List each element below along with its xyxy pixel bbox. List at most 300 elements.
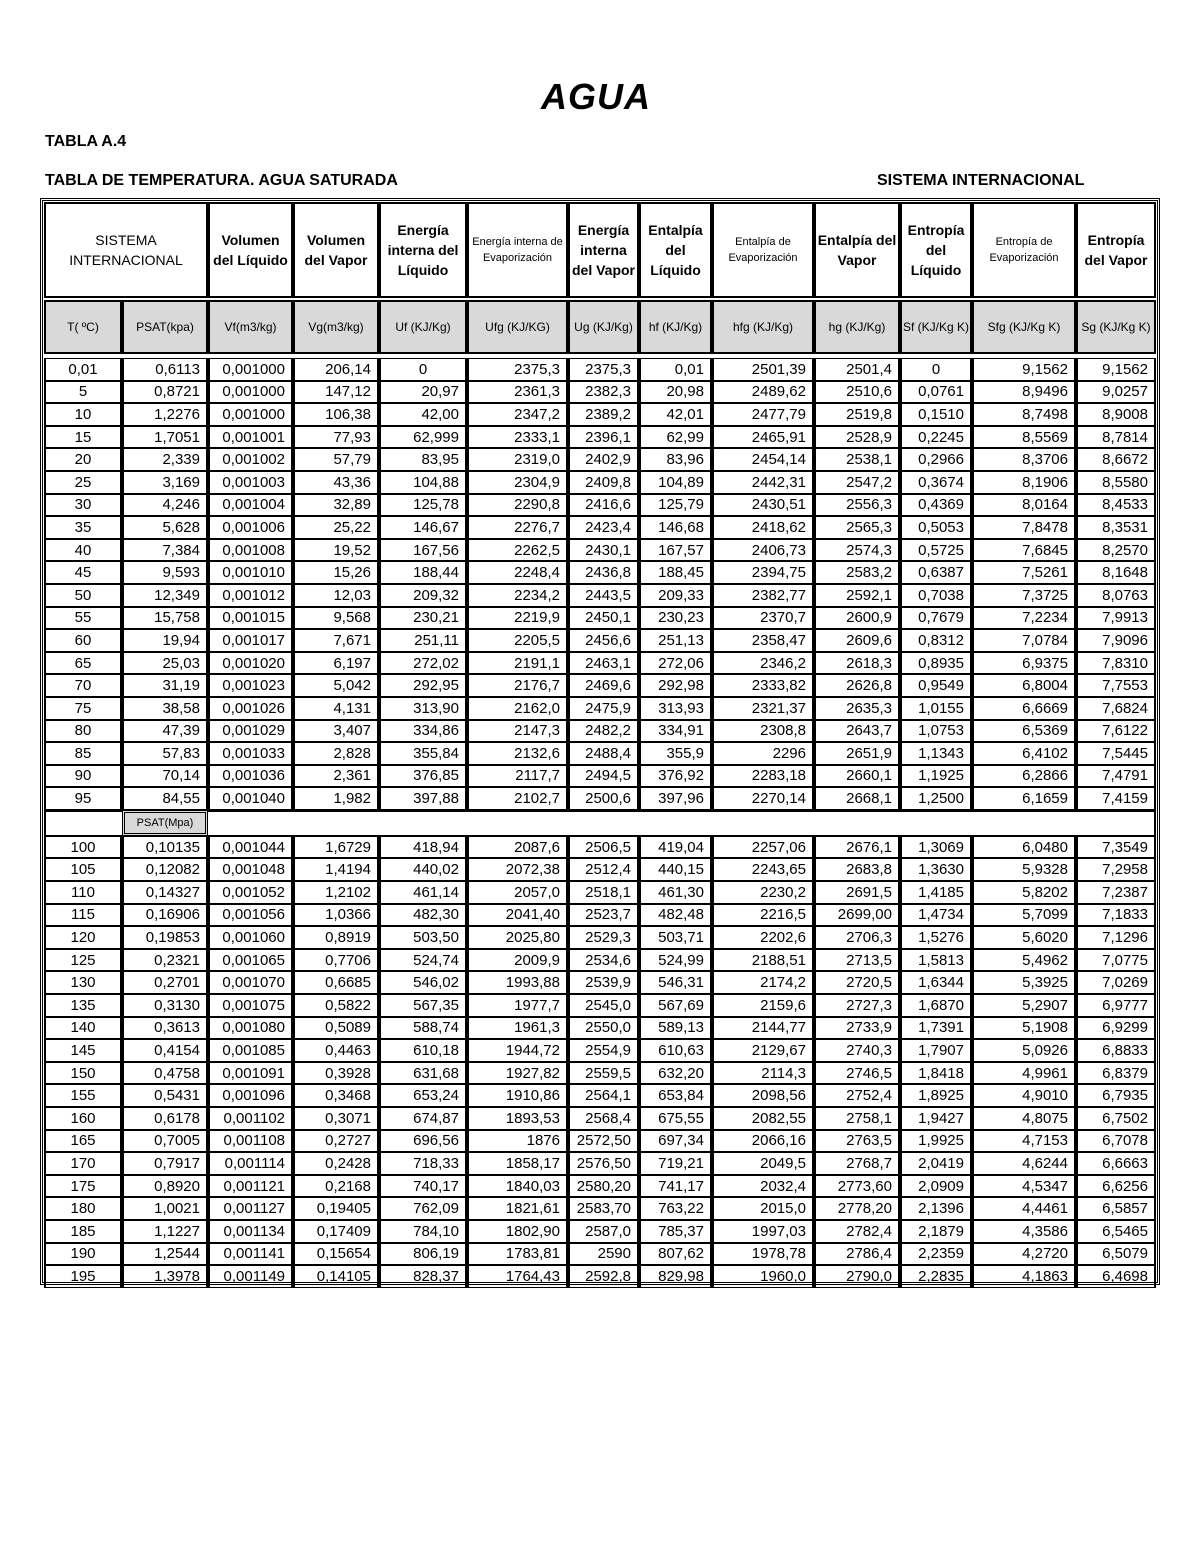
table-cell: 0,3613 bbox=[122, 1017, 208, 1040]
table-cell: 0,001134 bbox=[208, 1220, 293, 1243]
table-cell: 2009,9 bbox=[467, 949, 568, 972]
table-cell: 32,89 bbox=[293, 494, 379, 517]
table-cell: 2501,39 bbox=[712, 358, 814, 381]
table-cell: 146,67 bbox=[379, 516, 467, 539]
table-cell: 2683,8 bbox=[814, 858, 900, 881]
table-cell: 2454,14 bbox=[712, 448, 814, 471]
table-row bbox=[44, 381, 1156, 404]
table-cell: 6,8379 bbox=[1076, 1062, 1156, 1085]
table-cell: 2409,8 bbox=[568, 471, 639, 494]
table-cell: 1876 bbox=[467, 1130, 568, 1153]
table-cell: 77,93 bbox=[293, 426, 379, 449]
table-cell: 4,3586 bbox=[972, 1220, 1076, 1243]
table-cell: 4,6244 bbox=[972, 1152, 1076, 1175]
table-cell: 2347,2 bbox=[467, 403, 568, 426]
table-cell: 188,44 bbox=[379, 561, 467, 584]
table-cell: 7,9913 bbox=[1076, 607, 1156, 630]
table-cell: 70,14 bbox=[122, 765, 208, 788]
table-cell: 7,5261 bbox=[972, 561, 1076, 584]
table-cell: 0,0761 bbox=[900, 381, 972, 404]
table-cell: 631,68 bbox=[379, 1062, 467, 1085]
table-cell: 2333,82 bbox=[712, 674, 814, 697]
table-cell: 1,0021 bbox=[122, 1197, 208, 1220]
table-cell: 2114,3 bbox=[712, 1062, 814, 1085]
table-cell: 230,21 bbox=[379, 607, 467, 630]
table-cell: 5,9328 bbox=[972, 858, 1076, 881]
table-cell: 419,04 bbox=[639, 836, 712, 859]
table-cell: 5,628 bbox=[122, 516, 208, 539]
unit-psat: PSAT(kpa) bbox=[122, 300, 208, 354]
table-cell: 20,98 bbox=[639, 381, 712, 404]
table-cell: 7,7553 bbox=[1076, 674, 1156, 697]
table-cell: 0,001002 bbox=[208, 448, 293, 471]
unit-hg: hg (KJ/Kg) bbox=[814, 300, 900, 354]
table-cell: 140 bbox=[44, 1017, 122, 1040]
table-cell: 2066,16 bbox=[712, 1130, 814, 1153]
table-cell: 2361,3 bbox=[467, 381, 568, 404]
table-cell: 0,4463 bbox=[293, 1039, 379, 1062]
table-cell: 1,982 bbox=[293, 787, 379, 810]
table-cell: 0,001012 bbox=[208, 584, 293, 607]
table-cell: 6,4102 bbox=[972, 742, 1076, 765]
table-cell: 2321,37 bbox=[712, 697, 814, 720]
table-cell: 5,4962 bbox=[972, 949, 1076, 972]
table-cell: 104,89 bbox=[639, 471, 712, 494]
table-cell: 2713,5 bbox=[814, 949, 900, 972]
table-cell: 1,1227 bbox=[122, 1220, 208, 1243]
table-row bbox=[44, 949, 1156, 972]
table-cell: 334,86 bbox=[379, 720, 467, 743]
table-cell: 20,97 bbox=[379, 381, 467, 404]
table-cell: 2389,2 bbox=[568, 403, 639, 426]
table-cell: 1893,53 bbox=[467, 1107, 568, 1130]
table-cell: 0,2321 bbox=[122, 949, 208, 972]
table-cell: 2072,38 bbox=[467, 858, 568, 881]
table-cell: 2159,6 bbox=[712, 994, 814, 1017]
table-cell: 1960,0 bbox=[712, 1265, 814, 1288]
table-cell: 2370,7 bbox=[712, 607, 814, 630]
table-cell: 2102,7 bbox=[467, 787, 568, 810]
table-cell: 1821,61 bbox=[467, 1197, 568, 1220]
table-cell: 42,00 bbox=[379, 403, 467, 426]
table-cell: 2296 bbox=[712, 742, 814, 765]
table-cell: 0,001033 bbox=[208, 742, 293, 765]
table-cell: 0,001020 bbox=[208, 652, 293, 675]
table-cell: 2423,4 bbox=[568, 516, 639, 539]
table-cell: 2488,4 bbox=[568, 742, 639, 765]
table-cell: 9,1562 bbox=[972, 358, 1076, 381]
table-cell: 8,1906 bbox=[972, 471, 1076, 494]
table-cell: 503,50 bbox=[379, 926, 467, 949]
table-cell: 1,8925 bbox=[900, 1084, 972, 1107]
table-cell: 175 bbox=[44, 1175, 122, 1198]
table-cell: 2202,6 bbox=[712, 926, 814, 949]
table-cell: 1,4734 bbox=[900, 904, 972, 927]
table-row bbox=[44, 994, 1156, 1017]
table-cell: 7,1296 bbox=[1076, 926, 1156, 949]
table-cell: 135 bbox=[44, 994, 122, 1017]
table-cell: 292,98 bbox=[639, 674, 712, 697]
table-cell: 62,999 bbox=[379, 426, 467, 449]
table-cell: 0,3071 bbox=[293, 1107, 379, 1130]
table-cell: 2600,9 bbox=[814, 607, 900, 630]
table-cell: 2243,65 bbox=[712, 858, 814, 881]
table-row bbox=[44, 426, 1156, 449]
table-cell: 674,87 bbox=[379, 1107, 467, 1130]
table-cell: 740,17 bbox=[379, 1175, 467, 1198]
table-cell: 0,001096 bbox=[208, 1084, 293, 1107]
table-cell: 0,001000 bbox=[208, 358, 293, 381]
unit-sg: Sg (KJ/Kg K) bbox=[1076, 300, 1156, 354]
table-cell: 355,84 bbox=[379, 742, 467, 765]
table-cell: 2,339 bbox=[122, 448, 208, 471]
table-row bbox=[44, 403, 1156, 426]
table-cell: 0,4369 bbox=[900, 494, 972, 517]
table-row bbox=[44, 1243, 1156, 1266]
table-cell: 125,79 bbox=[639, 494, 712, 517]
table-cell: 2559,5 bbox=[568, 1062, 639, 1085]
table-cell: 653,84 bbox=[639, 1084, 712, 1107]
table-cell: 2626,8 bbox=[814, 674, 900, 697]
table-cell: 1,5813 bbox=[900, 949, 972, 972]
table-cell: 2790,0 bbox=[814, 1265, 900, 1288]
table-cell: 150 bbox=[44, 1062, 122, 1085]
table-cell: 8,6672 bbox=[1076, 448, 1156, 471]
table-cell: 0,01 bbox=[44, 358, 122, 381]
table-cell: 2506,5 bbox=[568, 836, 639, 859]
table-cell: 4,1863 bbox=[972, 1265, 1076, 1288]
table-cell: 125,78 bbox=[379, 494, 467, 517]
table-cell: 2270,14 bbox=[712, 787, 814, 810]
unit-hf: hf (KJ/Kg) bbox=[639, 300, 712, 354]
table-cell: 7,8478 bbox=[972, 516, 1076, 539]
units-row bbox=[44, 300, 1156, 354]
table-cell: 1,1925 bbox=[900, 765, 972, 788]
table-cell: 2782,4 bbox=[814, 1220, 900, 1243]
table-cell: 2465,91 bbox=[712, 426, 814, 449]
table-cell: 45 bbox=[44, 561, 122, 584]
table-row bbox=[44, 1130, 1156, 1153]
table-cell: 1,9925 bbox=[900, 1130, 972, 1153]
table-cell: 2283,18 bbox=[712, 765, 814, 788]
table-cell: 2129,67 bbox=[712, 1039, 814, 1062]
table-cell: 2580,20 bbox=[568, 1175, 639, 1198]
table-cell: 567,35 bbox=[379, 994, 467, 1017]
table-cell: 2576,50 bbox=[568, 1152, 639, 1175]
table-cell: 6,5079 bbox=[1076, 1243, 1156, 1266]
table-cell: 2174,2 bbox=[712, 971, 814, 994]
table-cell: 190 bbox=[44, 1243, 122, 1266]
table-cell: 2443,5 bbox=[568, 584, 639, 607]
table-cell: 546,31 bbox=[639, 971, 712, 994]
table-cell: 1944,72 bbox=[467, 1039, 568, 1062]
table-cell: 2494,5 bbox=[568, 765, 639, 788]
table-cell: 40 bbox=[44, 539, 122, 562]
table-cell: 0,2701 bbox=[122, 971, 208, 994]
table-cell: 2512,4 bbox=[568, 858, 639, 881]
table-cell: 2529,3 bbox=[568, 926, 639, 949]
table-cell: 2,0419 bbox=[900, 1152, 972, 1175]
table-cell: 2248,4 bbox=[467, 561, 568, 584]
table-cell: 6,7078 bbox=[1076, 1130, 1156, 1153]
table-cell: 2219,9 bbox=[467, 607, 568, 630]
table-row bbox=[44, 904, 1156, 927]
table-cell: 2554,9 bbox=[568, 1039, 639, 1062]
table-cell: 0,12082 bbox=[122, 858, 208, 881]
table-cell: 0,15654 bbox=[293, 1243, 379, 1266]
table-row bbox=[44, 1107, 1156, 1130]
table-cell: 355,9 bbox=[639, 742, 712, 765]
header-sg: Entropía del Vapor bbox=[1076, 202, 1156, 298]
table-cell: 83,96 bbox=[639, 448, 712, 471]
table-cell: 2773,60 bbox=[814, 1175, 900, 1198]
table-cell: 209,33 bbox=[639, 584, 712, 607]
table-cell: 2746,5 bbox=[814, 1062, 900, 1085]
table-cell: 1997,03 bbox=[712, 1220, 814, 1243]
table-cell: 0,8721 bbox=[122, 381, 208, 404]
table-cell: 0,001036 bbox=[208, 765, 293, 788]
table-cell: 0,7005 bbox=[122, 1130, 208, 1153]
table-cell: 546,02 bbox=[379, 971, 467, 994]
table-cell: 2587,0 bbox=[568, 1220, 639, 1243]
table-cell: 0,001000 bbox=[208, 403, 293, 426]
table-cell: 2430,1 bbox=[568, 539, 639, 562]
table-cell: 2534,6 bbox=[568, 949, 639, 972]
table-cell: 2416,6 bbox=[568, 494, 639, 517]
table-cell: 2396,1 bbox=[568, 426, 639, 449]
table-cell: 6,4698 bbox=[1076, 1265, 1156, 1288]
table-row bbox=[44, 787, 1156, 810]
table-cell: 0,7679 bbox=[900, 607, 972, 630]
table-cell: 292,95 bbox=[379, 674, 467, 697]
table-cell: 8,7814 bbox=[1076, 426, 1156, 449]
table-cell: 2162,0 bbox=[467, 697, 568, 720]
table-cell: 2463,1 bbox=[568, 652, 639, 675]
table-cell: 0,6178 bbox=[122, 1107, 208, 1130]
table-cell: 0,10135 bbox=[122, 836, 208, 859]
table-cell: 6,7502 bbox=[1076, 1107, 1156, 1130]
table-cell: 2635,3 bbox=[814, 697, 900, 720]
table-cell: 70 bbox=[44, 674, 122, 697]
table-cell: 1,1343 bbox=[900, 742, 972, 765]
table-cell: 7,0784 bbox=[972, 629, 1076, 652]
table-cell: 1,2102 bbox=[293, 881, 379, 904]
table-cell: 0,001044 bbox=[208, 836, 293, 859]
table-cell: 1,7907 bbox=[900, 1039, 972, 1062]
table-cell: 2500,6 bbox=[568, 787, 639, 810]
table-cell: 5,2907 bbox=[972, 994, 1076, 1017]
table-cell: 461,30 bbox=[639, 881, 712, 904]
table-cell: 313,90 bbox=[379, 697, 467, 720]
table-cell: 1,6344 bbox=[900, 971, 972, 994]
table-row bbox=[44, 1062, 1156, 1085]
table-cell: 1,4185 bbox=[900, 881, 972, 904]
table-cell: 8,9496 bbox=[972, 381, 1076, 404]
table-cell: 1,8418 bbox=[900, 1062, 972, 1085]
table-cell: 2564,1 bbox=[568, 1084, 639, 1107]
table-cell: 1,2276 bbox=[122, 403, 208, 426]
unit-sf: Sf (KJ/Kg K) bbox=[900, 300, 972, 354]
table-cell: 0,6113 bbox=[122, 358, 208, 381]
table-cell: 0,7917 bbox=[122, 1152, 208, 1175]
table-cell: 0,8919 bbox=[293, 926, 379, 949]
table-cell: 0,001052 bbox=[208, 881, 293, 904]
table-cell: 6,1659 bbox=[972, 787, 1076, 810]
table-cell: 2188,51 bbox=[712, 949, 814, 972]
table-row bbox=[44, 858, 1156, 881]
header-sistema: SISTEMA INTERNACIONAL bbox=[44, 202, 208, 298]
table-label: TABLA A.4 bbox=[45, 133, 127, 150]
table-cell: 8,3531 bbox=[1076, 516, 1156, 539]
table-cell: 0,001065 bbox=[208, 949, 293, 972]
table-cell: 2216,5 bbox=[712, 904, 814, 927]
table-cell: 2,361 bbox=[293, 765, 379, 788]
system-label: SISTEMA INTERNACIONAL bbox=[877, 172, 1085, 189]
table-cell: 110 bbox=[44, 881, 122, 904]
header-sfg: Entropía de Evaporización bbox=[972, 202, 1076, 298]
table-cell: 4,131 bbox=[293, 697, 379, 720]
table-cell: 2,1879 bbox=[900, 1220, 972, 1243]
table-cell: 7,3725 bbox=[972, 584, 1076, 607]
table-cell: 47,39 bbox=[122, 720, 208, 743]
table-cell: 6,6663 bbox=[1076, 1152, 1156, 1175]
table-cell: 7,4159 bbox=[1076, 787, 1156, 810]
table-cell: 9,1562 bbox=[1076, 358, 1156, 381]
table-cell: 185 bbox=[44, 1220, 122, 1243]
table-cell: 2518,1 bbox=[568, 881, 639, 904]
table-row bbox=[44, 1175, 1156, 1198]
table-cell: 3,407 bbox=[293, 720, 379, 743]
table-cell: 251,11 bbox=[379, 629, 467, 652]
table-cell: 1961,3 bbox=[467, 1017, 568, 1040]
table-cell: 42,01 bbox=[639, 403, 712, 426]
table-cell: 2583,2 bbox=[814, 561, 900, 584]
table-cell: 1858,17 bbox=[467, 1152, 568, 1175]
table-cell: 482,48 bbox=[639, 904, 712, 927]
table-cell: 2147,3 bbox=[467, 720, 568, 743]
table-cell: 7,8310 bbox=[1076, 652, 1156, 675]
table-cell: 482,30 bbox=[379, 904, 467, 927]
table-cell: 2733,9 bbox=[814, 1017, 900, 1040]
table-cell: 0,3674 bbox=[900, 471, 972, 494]
table-row bbox=[44, 516, 1156, 539]
table-cell: 2382,77 bbox=[712, 584, 814, 607]
table-cell: 2545,0 bbox=[568, 994, 639, 1017]
table-cell: 2752,4 bbox=[814, 1084, 900, 1107]
table-cell: 4,246 bbox=[122, 494, 208, 517]
table-row bbox=[44, 1039, 1156, 1062]
unit-sfg: Sfg (KJ/Kg K) bbox=[972, 300, 1076, 354]
table-cell: 0,001010 bbox=[208, 561, 293, 584]
table-cell: 5,7099 bbox=[972, 904, 1076, 927]
table-cell: 120 bbox=[44, 926, 122, 949]
table-cell: 2668,1 bbox=[814, 787, 900, 810]
table-cell: 7,6122 bbox=[1076, 720, 1156, 743]
table-cell: 2032,4 bbox=[712, 1175, 814, 1198]
table-cell: 7,2387 bbox=[1076, 881, 1156, 904]
table-cell: 2,2835 bbox=[900, 1265, 972, 1288]
table-cell: 80 bbox=[44, 720, 122, 743]
table-cell: 8,3706 bbox=[972, 448, 1076, 471]
table-cell: 0,19405 bbox=[293, 1197, 379, 1220]
table-cell: 0,001004 bbox=[208, 494, 293, 517]
table-cell: 12,03 bbox=[293, 584, 379, 607]
header-hf: Entalpía del Líquido bbox=[639, 202, 712, 298]
table-cell: 15 bbox=[44, 426, 122, 449]
table-cell: 3,169 bbox=[122, 471, 208, 494]
table-cell: 7,4791 bbox=[1076, 765, 1156, 788]
table-cell: 0 bbox=[379, 358, 467, 381]
table-cell: 2290,8 bbox=[467, 494, 568, 517]
table-cell: 38,58 bbox=[122, 697, 208, 720]
table-cell: 206,14 bbox=[293, 358, 379, 381]
table-cell: 503,71 bbox=[639, 926, 712, 949]
table-cell: 6,2866 bbox=[972, 765, 1076, 788]
table-cell: 697,34 bbox=[639, 1130, 712, 1153]
table-cell: 0,001091 bbox=[208, 1062, 293, 1085]
table-cell: 2691,5 bbox=[814, 881, 900, 904]
table-cell: 7,2234 bbox=[972, 607, 1076, 630]
table-cell: 4,4461 bbox=[972, 1197, 1076, 1220]
table-cell: 397,88 bbox=[379, 787, 467, 810]
table-cell: 165 bbox=[44, 1130, 122, 1153]
table-cell: 1,9427 bbox=[900, 1107, 972, 1130]
table-cell: 0,001114 bbox=[208, 1152, 293, 1175]
table-cell: 8,0763 bbox=[1076, 584, 1156, 607]
table-cell: 376,85 bbox=[379, 765, 467, 788]
table-cell: 653,24 bbox=[379, 1084, 467, 1107]
table-cell: 784,10 bbox=[379, 1220, 467, 1243]
table-cell: 2382,3 bbox=[568, 381, 639, 404]
table-cell: 2394,75 bbox=[712, 561, 814, 584]
table-cell: 5,1908 bbox=[972, 1017, 1076, 1040]
table-row bbox=[44, 742, 1156, 765]
table-cell: 5,8202 bbox=[972, 881, 1076, 904]
table-cell: 0,16906 bbox=[122, 904, 208, 927]
header-sf: Entropía del Líquido bbox=[900, 202, 972, 298]
table-cell: 4,2720 bbox=[972, 1243, 1076, 1266]
table-cell: 0,19853 bbox=[122, 926, 208, 949]
table-cell: 2456,6 bbox=[568, 629, 639, 652]
table-cell: 84,55 bbox=[122, 787, 208, 810]
table-cell: 2758,1 bbox=[814, 1107, 900, 1130]
table-cell: 675,55 bbox=[639, 1107, 712, 1130]
table-cell: 83,95 bbox=[379, 448, 467, 471]
table-cell: 6,8833 bbox=[1076, 1039, 1156, 1062]
table-cell: 2,828 bbox=[293, 742, 379, 765]
table-cell: 6,9777 bbox=[1076, 994, 1156, 1017]
table-cell: 7,384 bbox=[122, 539, 208, 562]
table-row bbox=[44, 926, 1156, 949]
table-cell: 62,99 bbox=[639, 426, 712, 449]
table-cell: 2144,77 bbox=[712, 1017, 814, 1040]
table-cell: 2643,7 bbox=[814, 720, 900, 743]
table-cell: 2482,2 bbox=[568, 720, 639, 743]
table-cell: 0,001085 bbox=[208, 1039, 293, 1062]
table-cell: 2082,55 bbox=[712, 1107, 814, 1130]
table-cell: 2592,8 bbox=[568, 1265, 639, 1288]
table-cell: 0,001006 bbox=[208, 516, 293, 539]
table-cell: 6,9375 bbox=[972, 652, 1076, 675]
table-row bbox=[44, 881, 1156, 904]
table-cell: 2117,7 bbox=[467, 765, 568, 788]
table-cell: 0,001056 bbox=[208, 904, 293, 927]
table-cell: 8,9008 bbox=[1076, 403, 1156, 426]
table-row bbox=[44, 494, 1156, 517]
table-cell: 0,5725 bbox=[900, 539, 972, 562]
table-cell: 2375,3 bbox=[568, 358, 639, 381]
table-cell: 2676,1 bbox=[814, 836, 900, 859]
